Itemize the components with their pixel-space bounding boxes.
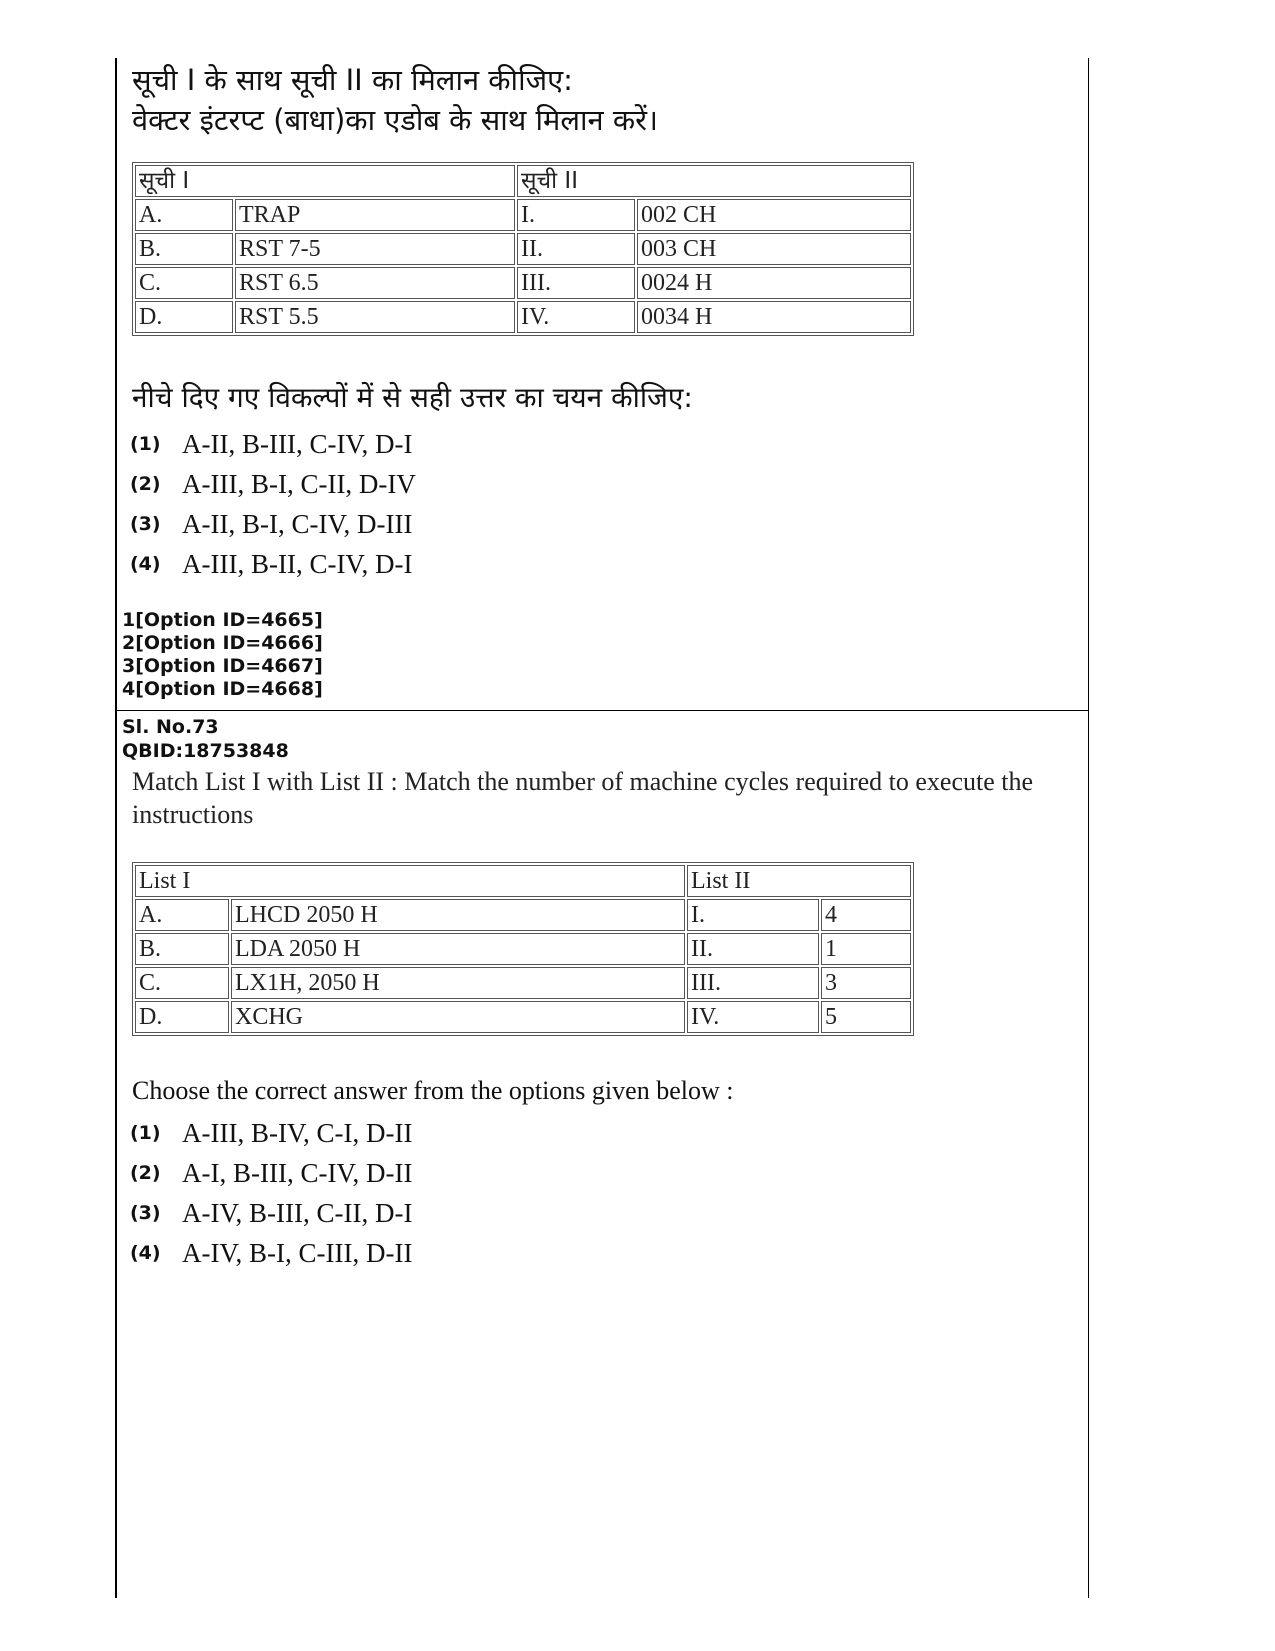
table-row bbox=[135, 301, 911, 333]
option-number: (2) bbox=[130, 473, 161, 495]
page-frame-left bbox=[115, 58, 117, 1598]
table-header-row bbox=[135, 865, 911, 897]
l1-value: RST 5.5 bbox=[235, 301, 515, 333]
option-id: 2[Option ID=4666] bbox=[122, 632, 323, 654]
option-id: 1[Option ID=4665] bbox=[122, 609, 323, 631]
l2-value: 5 bbox=[821, 1001, 911, 1033]
l2-key: III. bbox=[517, 267, 635, 299]
table-row bbox=[135, 933, 911, 965]
option-item bbox=[130, 1113, 412, 1153]
l2-value: 003 CH bbox=[637, 233, 911, 265]
table-row bbox=[135, 1001, 911, 1033]
table-row bbox=[135, 267, 911, 299]
list1-header: List I bbox=[135, 865, 685, 897]
l2-key: IV. bbox=[517, 301, 635, 333]
table-row bbox=[135, 199, 911, 231]
option-item bbox=[130, 544, 416, 584]
option-number: (2) bbox=[130, 1162, 161, 1184]
option-item bbox=[130, 1153, 412, 1193]
l1-value: LDA 2050 H bbox=[231, 933, 685, 965]
option-text: A-IV, B-III, C-II, D-I bbox=[182, 1197, 413, 1228]
option-text: A-II, B-I, C-IV, D-III bbox=[182, 508, 413, 539]
l1-value: XCHG bbox=[231, 1001, 685, 1033]
l2-value: 0024 H bbox=[637, 267, 911, 299]
q1-heading bbox=[132, 60, 1072, 140]
option-item bbox=[130, 424, 416, 464]
list1-header: सूची I bbox=[135, 165, 515, 197]
table-row bbox=[135, 967, 911, 999]
q2-options bbox=[130, 1113, 412, 1273]
option-item bbox=[130, 1233, 412, 1273]
q2-meta bbox=[122, 715, 289, 763]
q1-match-table bbox=[132, 162, 914, 336]
l2-value: 1 bbox=[821, 933, 911, 965]
list2-header: सूची II bbox=[517, 165, 911, 197]
option-item bbox=[130, 504, 416, 544]
table-header-row bbox=[135, 165, 911, 197]
option-id: 4[Option ID=4668] bbox=[122, 678, 323, 700]
q2-match-table bbox=[132, 862, 914, 1036]
option-number: (3) bbox=[130, 513, 161, 535]
option-text: A-III, B-IV, C-I, D-II bbox=[182, 1117, 413, 1148]
option-item bbox=[130, 464, 416, 504]
l2-value: 002 CH bbox=[637, 199, 911, 231]
option-text: A-IV, B-I, C-III, D-II bbox=[182, 1237, 413, 1268]
l1-value: RST 7-5 bbox=[235, 233, 515, 265]
l2-key: I. bbox=[517, 199, 635, 231]
l1-value: TRAP bbox=[235, 199, 515, 231]
option-number: (4) bbox=[130, 553, 161, 575]
l2-value: 4 bbox=[821, 899, 911, 931]
serial-number: Sl. No.73 bbox=[122, 716, 219, 738]
l1-key: A. bbox=[135, 199, 233, 231]
q1-option-ids bbox=[122, 609, 323, 701]
option-text: A-III, B-I, C-II, D-IV bbox=[182, 468, 416, 499]
q1-heading-line1: सूची I के साथ सूची II का मिलान कीजिए: bbox=[132, 63, 573, 97]
l1-key: D. bbox=[135, 301, 233, 333]
question-divider bbox=[115, 710, 1089, 711]
l1-key: C. bbox=[135, 267, 233, 299]
q2-heading: Match List I with List II : Match the number of machine cycles required to execute the instructions bbox=[132, 767, 1034, 829]
l1-value: LX1H, 2050 H bbox=[231, 967, 685, 999]
l1-key: D. bbox=[135, 1001, 229, 1033]
l1-key: A. bbox=[135, 899, 229, 931]
l2-key: IV. bbox=[687, 1001, 819, 1033]
l2-key: III. bbox=[687, 967, 819, 999]
page-frame-right bbox=[1088, 58, 1089, 1598]
option-number: (1) bbox=[130, 1122, 161, 1144]
l1-key: B. bbox=[135, 933, 229, 965]
qbid: QBID:18753848 bbox=[122, 740, 289, 762]
option-text: A-I, B-III, C-IV, D-II bbox=[182, 1157, 413, 1188]
list2-header: List II bbox=[687, 865, 911, 897]
l2-value: 3 bbox=[821, 967, 911, 999]
q1-choose-instruction: नीचे दिए गए विकल्पों में से सही उत्तर का चयन कीजिए: bbox=[132, 381, 693, 414]
q2-choose-instruction: Choose the correct answer from the options given below : bbox=[132, 1076, 734, 1105]
option-item bbox=[130, 1193, 412, 1233]
option-number: (3) bbox=[130, 1202, 161, 1224]
option-text: A-III, B-II, C-IV, D-I bbox=[182, 548, 413, 579]
table-row bbox=[135, 233, 911, 265]
q1-options bbox=[130, 424, 416, 584]
l2-key: II. bbox=[517, 233, 635, 265]
option-text: A-II, B-III, C-IV, D-I bbox=[182, 428, 413, 459]
l1-value: RST 6.5 bbox=[235, 267, 515, 299]
l1-value: LHCD 2050 H bbox=[231, 899, 685, 931]
table-row bbox=[135, 899, 911, 931]
option-number: (4) bbox=[130, 1242, 161, 1264]
l1-key: B. bbox=[135, 233, 233, 265]
l2-key: II. bbox=[687, 933, 819, 965]
option-id: 3[Option ID=4667] bbox=[122, 655, 323, 677]
l2-value: 0034 H bbox=[637, 301, 911, 333]
option-number: (1) bbox=[130, 433, 161, 455]
l2-key: I. bbox=[687, 899, 819, 931]
l1-key: C. bbox=[135, 967, 229, 999]
q1-heading-line2: वेक्टर इंटरप्ट (बाधा)का एडोब के साथ मिलान करें। bbox=[132, 103, 658, 137]
